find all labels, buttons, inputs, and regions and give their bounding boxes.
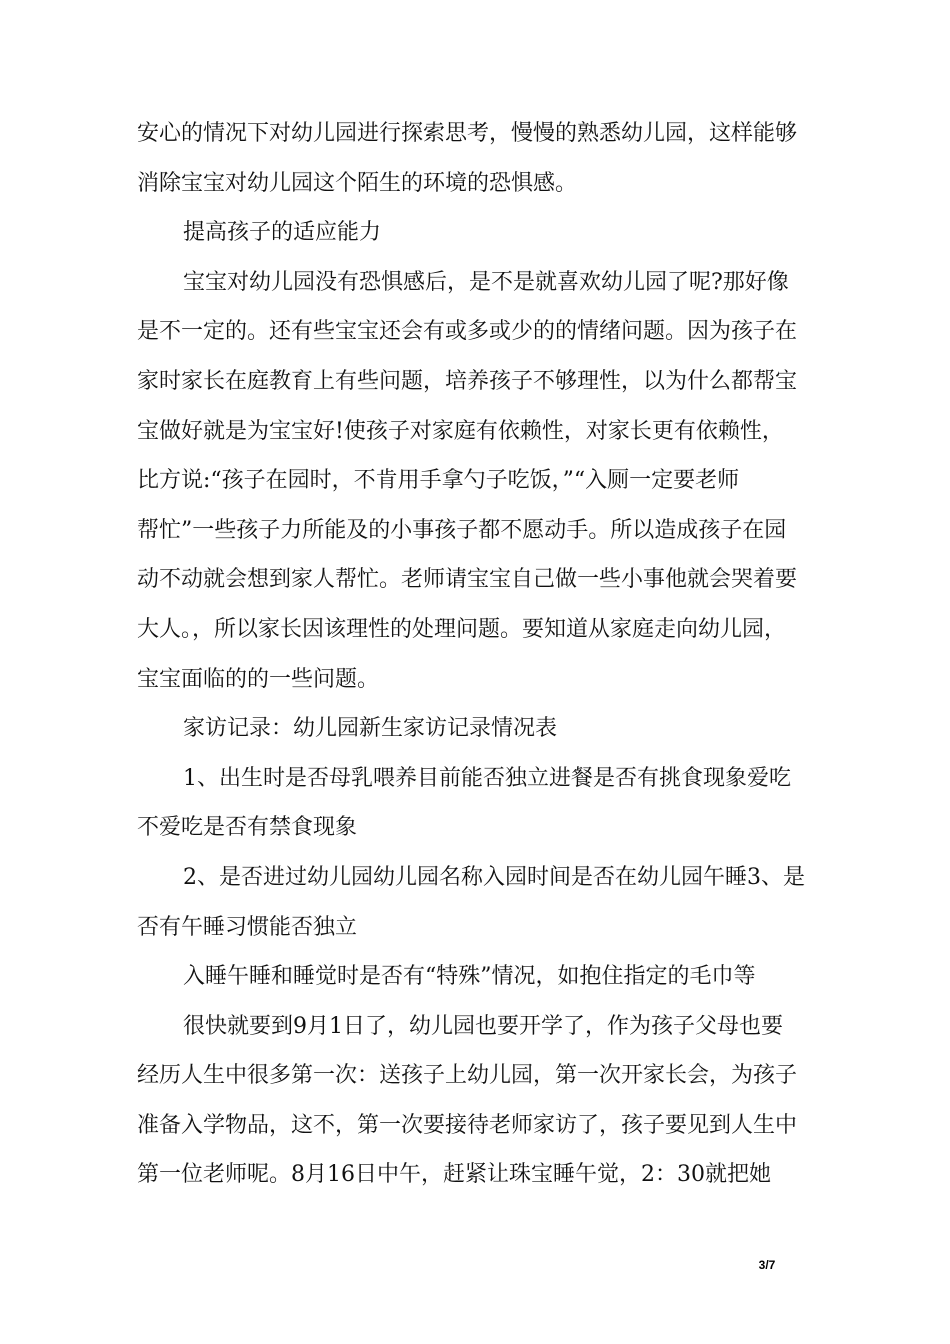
text-line: 准备入学物品，这不，第一次要接待老师家访了，孩子要见到人生中 <box>137 1112 798 1138</box>
text-line: 第一位老师呢。8月16日中午，赶紧让珠宝睡午觉，2：30就把她 <box>137 1162 771 1188</box>
text-line: 宝宝对幼儿园没有恐惧感后，是不是就喜欢幼儿园了呢?那好像 <box>183 269 789 295</box>
page-number: 3/7 <box>758 1258 776 1272</box>
text-line: 动不动就会想到家人帮忙。老师请宝宝自己做一些小事他就会哭着要 <box>137 567 798 593</box>
section-heading: 提高孩子的适应能力 <box>183 220 382 246</box>
text-line: 大人。，所以家长因该理性的处理问题。要知道从家庭走向幼儿园， <box>137 616 787 642</box>
text-line: 宝宝面临的的一些问题。 <box>137 666 380 692</box>
text-line: 帮忙”一些孩子力所能及的小事孩子都不愿动手。所以造成孩子在园 <box>137 517 787 543</box>
text-line: 比方说:“孩子在园时，不肯用手拿勺子吃饭，”“入厕一定要老师 <box>137 468 740 494</box>
text-line: 消除宝宝对幼儿园这个陌生的环境的恐惧感。 <box>137 170 578 196</box>
text-line: 安心的情况下对幼儿园进行探索思考，慢慢的熟悉幼儿园，这样能够 <box>137 121 798 146</box>
text-line: 不爱吃是否有禁食现象 <box>137 815 358 841</box>
document-body <box>137 109 817 1200</box>
text-line: 是不一定的。还有些宝宝还会有或多或少的的情绪问题。因为孩子在 <box>137 319 798 345</box>
text-line: 家时家长在庭教育上有些问题，培养孩子不够理性，以为什么都帮宝 <box>137 368 798 394</box>
section-heading: 家访记录：幼儿园新生家访记录情况表 <box>183 716 558 742</box>
text-line: 很快就要到9月1日了，幼儿园也要开学了，作为孩子父母也要 <box>183 1013 783 1039</box>
text-line: 否有午睡习惯能否独立 <box>137 914 358 940</box>
list-item: 2、是否进过幼儿园幼儿园名称入园时间是否在幼儿园午睡3、是 <box>183 864 805 890</box>
text-line: 宝做好就是为宝宝好!使孩子对家庭有依赖性，对家长更有依赖性， <box>137 418 784 444</box>
list-item: 1、出生时是否母乳喂养目前能否独立进餐是否有挑食现象爱吃 <box>183 765 791 791</box>
text-line: 经历人生中很多第一次：送孩子上幼儿园，第一次开家长会，为孩子 <box>137 1063 798 1089</box>
text-line: 入睡午睡和睡觉时是否有“特殊”情况，如抱住指定的毛巾等 <box>183 964 756 990</box>
